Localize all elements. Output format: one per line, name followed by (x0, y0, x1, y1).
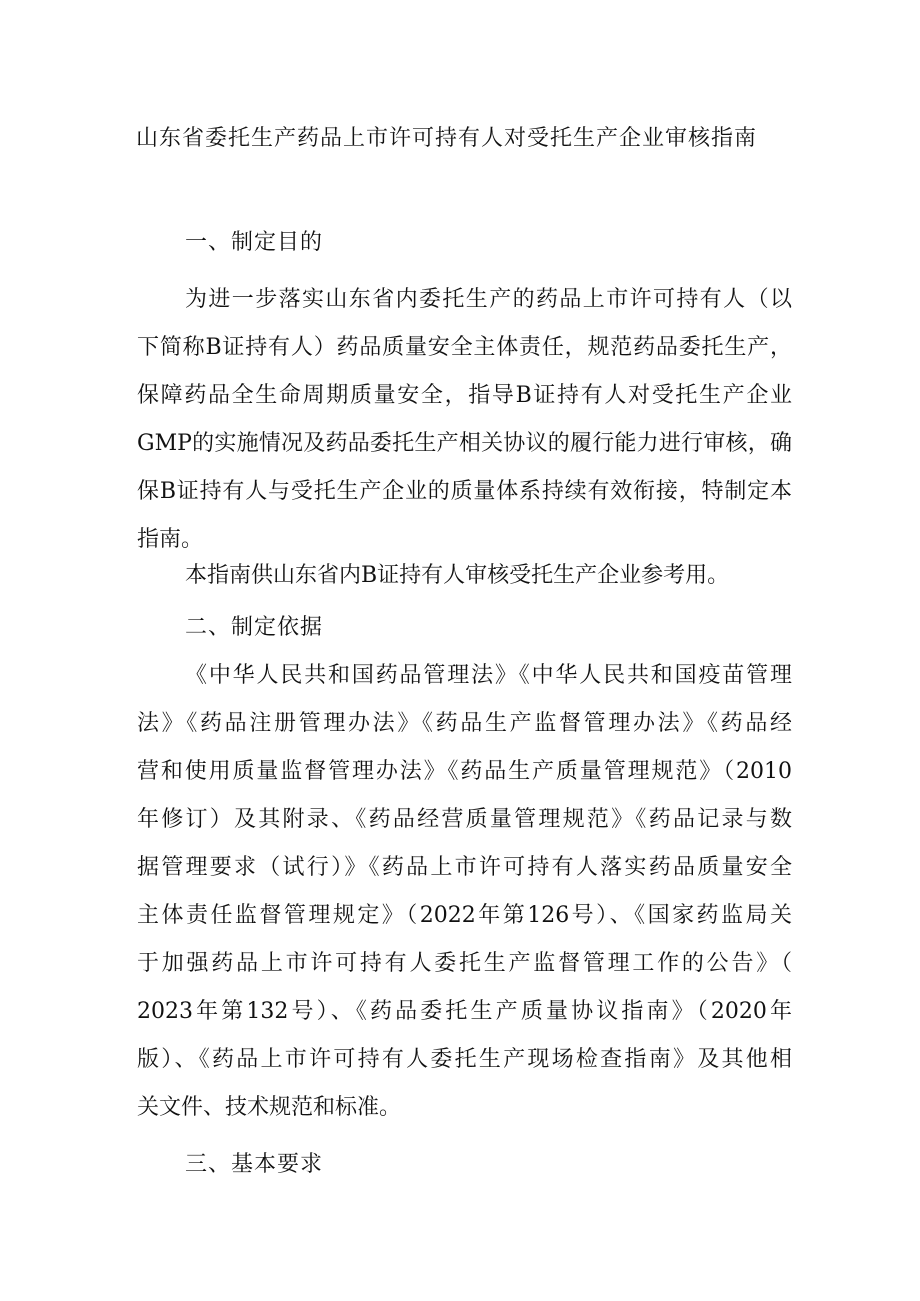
paragraph-line: 版）、《药品上市许可持有人委托生产现场检查指南》及其他相 (137, 1047, 792, 1072)
paragraph-line: 据管理要求（试行）》《药品上市许可持有人落实药品质量安全 (137, 855, 792, 880)
paragraph-line: 主体责任监督管理规定》（2022年第126号）、《国家药监局关 (137, 903, 792, 928)
paragraph-line: 保障药品全生命周期质量安全，指导B证持有人对受托生产企业 (137, 383, 792, 408)
section-heading-purpose: 一、制定目的 (185, 230, 324, 255)
section-heading-requirements: 三、基本要求 (185, 1152, 324, 1177)
paragraph-line: 营和使用质量监督管理办法》《药品生产质量管理规范》（2010 (137, 759, 792, 784)
paragraph-line: 下简称B证持有人）药品质量安全主体责任，规范药品委托生产， (137, 335, 792, 360)
paragraph-line: 本指南供山东省内B证持有人审核受托生产企业参考用。 (185, 563, 730, 588)
paragraph-line: 2023年第132号）、《药品委托生产质量协议指南》（2020年 (137, 999, 792, 1024)
purpose-paragraph (137, 276, 792, 564)
paragraph-line: 于加强药品上市许可持有人委托生产监督管理工作的公告》（ (137, 951, 792, 976)
section-heading-basis: 二、制定依据 (185, 615, 324, 640)
paragraph-line: 为进一步落实山东省内委托生产的药品上市许可持有人（以 (185, 287, 792, 312)
paragraph-line: 《中华人民共和国药品管理法》《中华人民共和国疫苗管理 (185, 663, 792, 688)
paragraph-line: GMP的实施情况及药品委托生产相关协议的履行能力进行审核，确 (137, 431, 792, 456)
paragraph-line: 指南。 (137, 527, 204, 552)
document-title: 山东省委托生产药品上市许可持有人对受托生产企业审核指南 (136, 126, 758, 151)
basis-paragraph (137, 652, 792, 1132)
paragraph-line: 法》《药品注册管理办法》《药品生产监督管理办法》《药品经 (137, 711, 792, 736)
paragraph-line: 关文件、技术规范和标准。 (137, 1095, 402, 1120)
paragraph-line: 年修订）及其附录、《药品经营质量管理规范》《药品记录与数 (137, 807, 792, 832)
scope-paragraph (137, 552, 792, 600)
paragraph-line: 保B证持有人与受托生产企业的质量体系持续有效衔接，特制定本 (137, 479, 792, 504)
